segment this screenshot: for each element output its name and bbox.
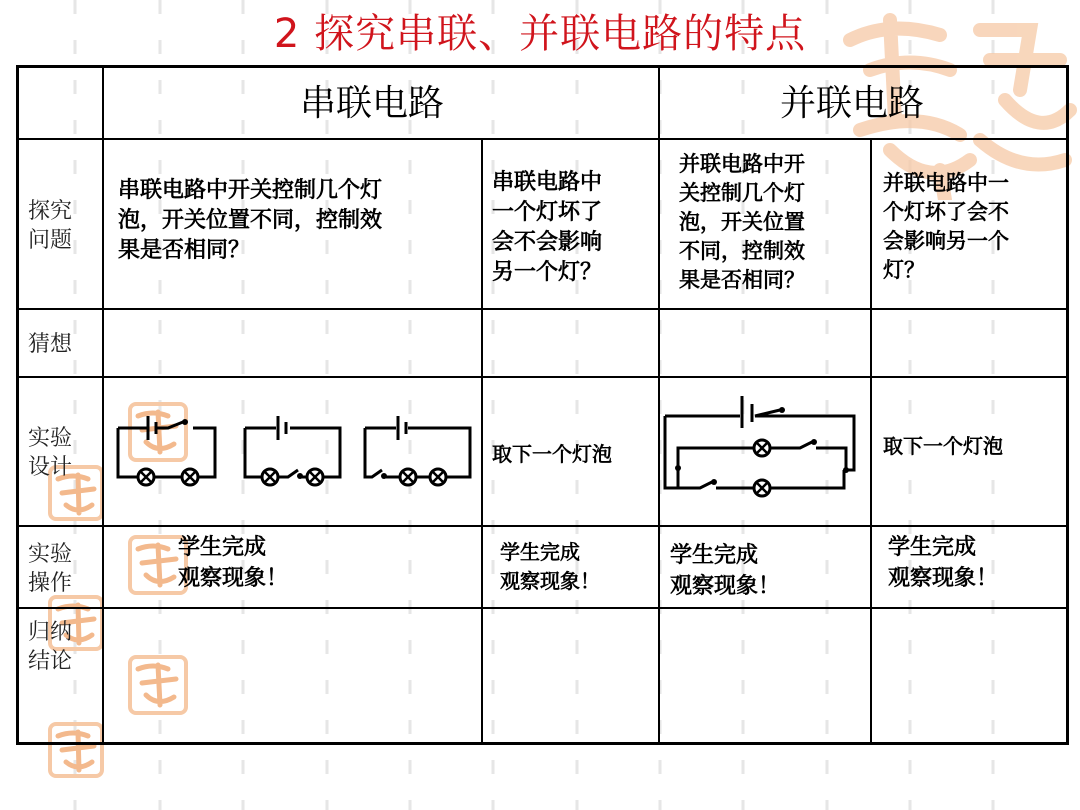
row-label-guess: 猜想	[28, 332, 73, 357]
header-series-circuit: 串联电路	[300, 83, 445, 124]
row-divider	[16, 308, 1069, 310]
question-parallel-broken: 并联电路中一 个灯坏了会不 会影响另一个 灯？	[883, 171, 1009, 282]
column-divider	[102, 65, 104, 745]
operate-parallel-broken-note: 学生完成 观察现象！	[888, 535, 999, 591]
column-divider	[481, 140, 483, 745]
series-circuit-diagram-switch-between-lamps	[240, 402, 350, 492]
question-series-switch: 串联电路中开关控制几个灯 泡，开关位置不同，控制效 果是否相同？	[118, 178, 383, 263]
row-divider	[16, 138, 1069, 140]
row-divider	[16, 607, 1069, 609]
series-circuit-diagram-switch-before-lamps	[360, 402, 478, 492]
design-parallel-remove-bulb: 取下一个灯泡	[883, 434, 1003, 458]
row-divider	[16, 525, 1069, 527]
operate-series-broken-note: 学生完成 观察现象！	[500, 540, 600, 593]
slide-title: 2 探究串联、并联电路的特点	[273, 11, 807, 57]
question-series-broken: 串联电路中 一个灯坏了 会不会影响 另一个灯？	[492, 170, 603, 285]
question-parallel-switch: 并联电路中开 关控制几个灯 泡，开关位置 不同，控制效 果是否相同？	[679, 152, 805, 292]
design-series-remove-bulb: 取下一个灯泡	[492, 442, 612, 466]
column-divider	[870, 140, 872, 745]
row-divider	[16, 376, 1069, 378]
parallel-circuit-diagram	[660, 388, 860, 508]
operate-parallel-switch-note: 学生完成 观察现象！	[670, 543, 781, 599]
row-label-operate: 实验 操作	[28, 542, 73, 596]
operate-series-switch-note: 学生完成 观察现象！	[178, 535, 289, 591]
row-label-design: 实验 设计	[28, 426, 73, 480]
header-parallel-circuit: 并联电路	[780, 83, 925, 124]
row-label-conclusion: 归纳 结论	[28, 620, 73, 674]
series-circuit-diagram-switch-at-battery	[113, 402, 223, 492]
row-label-question: 探究 问题	[28, 199, 73, 253]
